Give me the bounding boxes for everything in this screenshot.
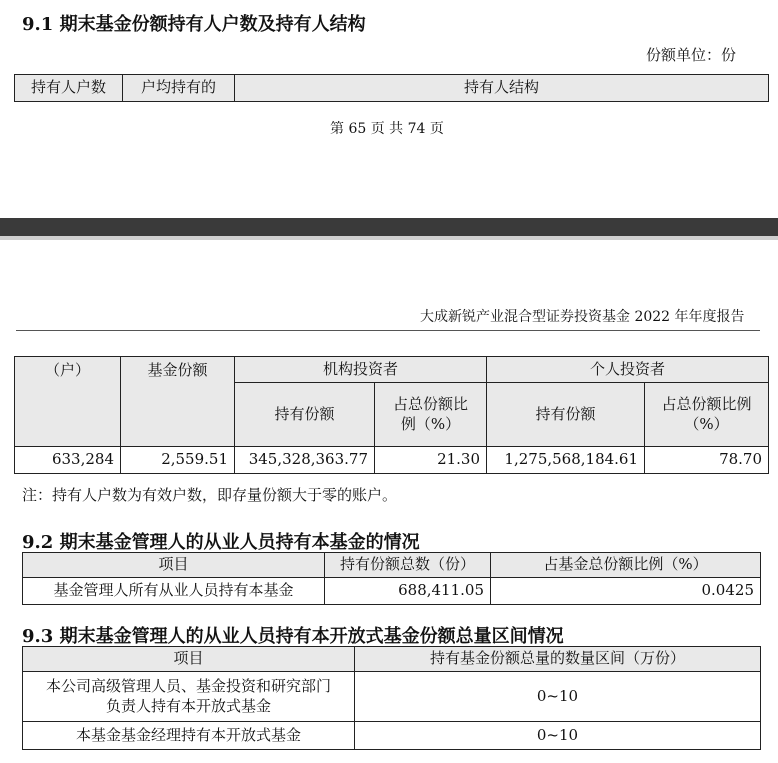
ratio-value: 0.0425 (491, 578, 761, 605)
footnote: 注：持有人户数为有效户数，即存量份额大于零的账户。 (22, 486, 398, 504)
total-value: 688,411.05 (325, 578, 491, 605)
section-9-3-heading: 9.3 期末基金管理人的从业人员持有本开放式基金份额总量区间情况 (22, 626, 564, 647)
table-row (23, 722, 761, 750)
item-value: 本公司高级管理人员、基金投资和研究部门 负责人持有本开放式基金 (23, 672, 355, 722)
holder-structure-header-table (14, 74, 769, 102)
page-break-bar (0, 218, 778, 236)
staff-range-table (22, 646, 761, 750)
ind-holding-value: 1,275,568,184.61 (487, 447, 645, 474)
col-ratio-header: 占基金总份额比例（%） (491, 553, 761, 578)
ind-ratio-value: 78.70 (645, 447, 769, 474)
col-range-header: 持有基金份额总量的数量区间（万份） (355, 647, 761, 672)
col-total-header: 持有份额总数（份） (325, 553, 491, 578)
col-individual-header: 个人投资者 (487, 357, 769, 383)
col-holders-header: 持有人户数 (15, 75, 123, 102)
col-fund-shares-header: 基金份额 (121, 357, 235, 447)
section-9-2-heading: 9.2 期末基金管理人的从业人员持有本基金的情况 (22, 532, 420, 553)
unit-label: 份额单位：份 (646, 46, 737, 64)
running-header: 大成新锐产业混合型证券投资基金 2022 年年度报告 (420, 309, 745, 325)
col-households-header: （户） (15, 357, 121, 447)
page-footer: 第 65 页 共 74 页 (330, 121, 444, 137)
range-value: 0~10 (355, 672, 761, 722)
ind-ratio-header: 占总份额比例 （%） (645, 383, 769, 447)
table-row (23, 578, 761, 605)
header-rule (16, 330, 760, 331)
inst-ratio-value: 21.30 (375, 447, 487, 474)
inst-holding-header: 持有份额 (235, 383, 375, 447)
section-9-1-heading: 9.1 期末基金份额持有人户数及持有人结构 (22, 14, 366, 35)
ind-holding-header: 持有份额 (487, 383, 645, 447)
col-avg-header: 户均持有的 (123, 75, 235, 102)
range-value: 0~10 (355, 722, 761, 750)
page-break-shadow (0, 236, 778, 240)
col-item-header: 项目 (23, 553, 325, 578)
staff-holding-table (22, 552, 761, 605)
inst-holding-value: 345,328,363.77 (235, 447, 375, 474)
inst-ratio-header: 占总份额比 例（%） (375, 383, 487, 447)
col-structure-header: 持有人结构 (235, 75, 769, 102)
col-item-header: 项目 (23, 647, 355, 672)
col-institutional-header: 机构投资者 (235, 357, 487, 383)
avg-shares-value: 2,559.51 (121, 447, 235, 474)
households-value: 633,284 (15, 447, 121, 474)
table-row (23, 672, 761, 722)
table-row (15, 447, 769, 474)
item-value: 本基金基金经理持有本开放式基金 (23, 722, 355, 750)
item-value: 基金管理人所有从业人员持有本基金 (23, 578, 325, 605)
holder-structure-table (14, 356, 769, 474)
